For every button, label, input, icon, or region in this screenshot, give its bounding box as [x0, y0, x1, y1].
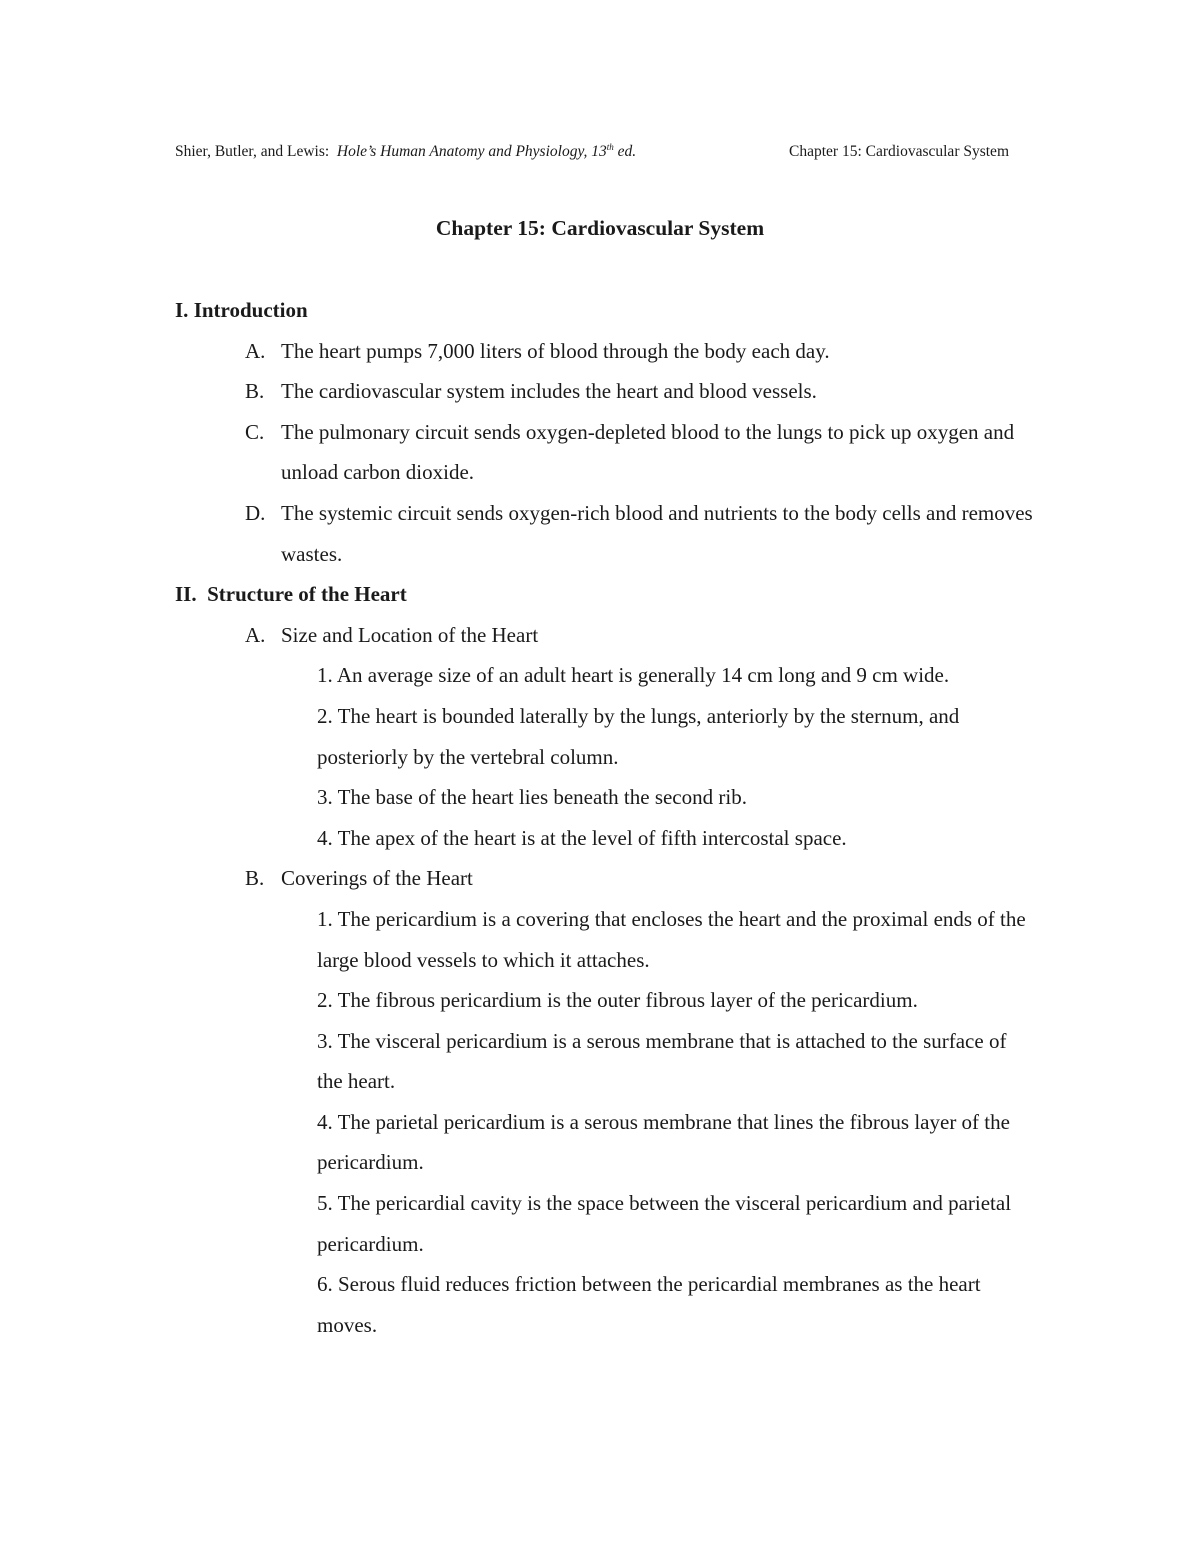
item-marker: A. — [245, 338, 266, 363]
section-heading-structure — [175, 574, 1035, 615]
outline-item — [175, 371, 1035, 412]
outline-subitem: 3. The visceral pericardium is a serous membrane that is attached to the surface of the heart. — [317, 1028, 1007, 1094]
outline-item — [175, 412, 1035, 493]
item-text: Size and Location of the Heart — [281, 622, 539, 647]
outline-subitem: 1. The pericardium is a covering that encloses the heart and the proximal ends of the large blood vessels to which it attaches. — [317, 906, 1026, 972]
outline-subitem: 6. Serous fluid reduces friction between the pericardial membranes as the heart moves. — [317, 1272, 981, 1337]
section-numeral: I. — [175, 298, 189, 322]
outline-body — [175, 290, 1035, 1345]
outline-item — [175, 331, 1035, 372]
header-chapter-ref: Chapter 15: Cardiovascular System — [789, 143, 1009, 160]
header-authors: Shier, Butler, and Lewis: — [175, 143, 330, 160]
section-numeral: II. — [175, 582, 197, 607]
outline-subitem: 3. The base of the heart lies beneath the second rib. — [317, 785, 747, 810]
item-text: The heart pumps 7,000 liters of blood through the body each day. — [281, 338, 830, 363]
section-title: Introduction — [193, 298, 308, 322]
item-text: The cardiovascular system includes the heart and blood vessels. — [281, 379, 817, 404]
header-edition-suffix: ed. — [613, 143, 637, 160]
item-marker: D. — [245, 500, 266, 525]
section-title: Structure of the Heart — [207, 582, 407, 607]
section-heading-introduction — [175, 290, 1035, 331]
outline-subitem: 4. The parietal pericardium is a serous membrane that lines the fibrous layer of the pericardium. — [317, 1109, 1010, 1175]
running-header — [175, 141, 1009, 163]
item-text: The systemic circuit sends oxygen-rich blood and nutrients to the body cells and removes wastes. — [281, 500, 1033, 566]
outline-subitem: 4. The apex of the heart is at the level of fifth intercostal space. — [317, 825, 847, 850]
item-marker: B. — [245, 379, 265, 404]
item-text: The pulmonary circuit sends oxygen-depleted blood to the lungs to pick up oxygen and unload carbon dioxide. — [281, 419, 1015, 485]
page-title: Chapter 15: Cardiovascular System — [435, 216, 765, 240]
item-marker: B. — [245, 866, 265, 891]
item-marker: C. — [245, 419, 265, 444]
outline-subitem: 1. An average size of an adult heart is generally 14 cm long and 9 cm wide. — [317, 663, 950, 688]
outline-subitem: 5. The pericardial cavity is the space between the visceral pericardium and parietal pericardium. — [317, 1191, 1012, 1256]
outline-subitem: 2. The fibrous pericardium is the outer fibrous layer of the pericardium. — [317, 988, 918, 1013]
outline-subitem: 2. The heart is bounded laterally by the lungs, anteriorly by the sternum, and posteriorly by the vertebral column. — [317, 703, 960, 769]
outline-item — [175, 493, 1035, 574]
header-book-title: Hole’s Human Anatomy and Physiology, 13 — [336, 143, 607, 160]
header-citation — [175, 141, 636, 163]
outline-item — [175, 858, 1035, 899]
header-edition-sup: th — [606, 141, 614, 152]
item-marker: A. — [245, 622, 266, 647]
outline-item — [175, 615, 1035, 656]
item-text: Coverings of the Heart — [281, 866, 473, 891]
